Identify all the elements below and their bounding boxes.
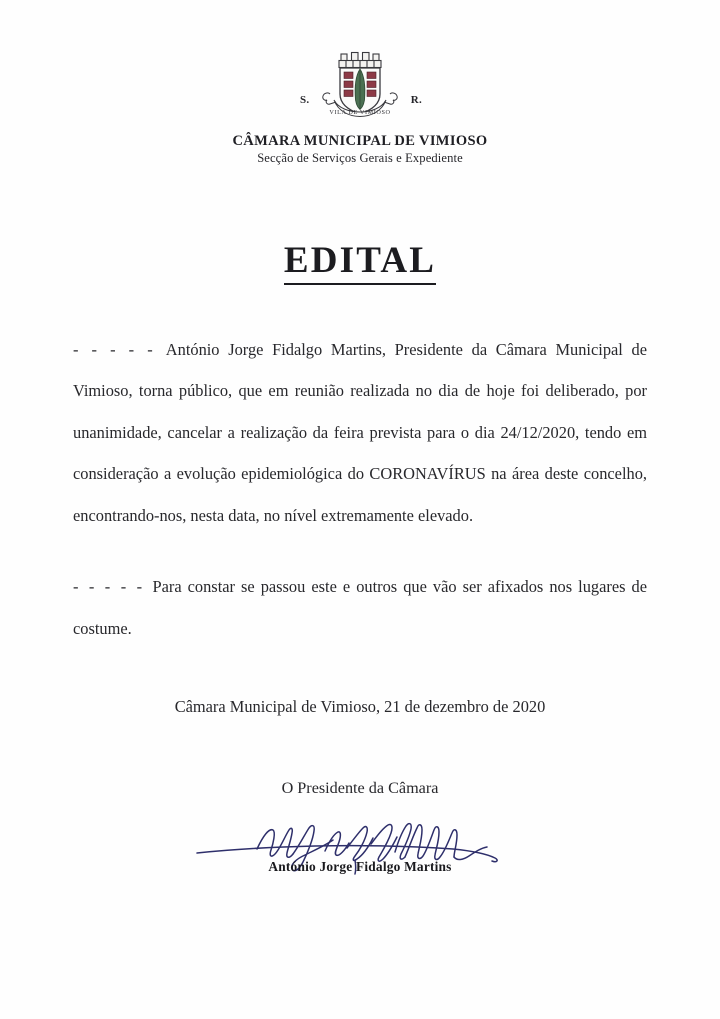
paragraph-text-1: António Jorge Fidalgo Martins, Presidente da Câmara Municipal de Vimioso, torna público, que em reunião realizada no dia de hoje foi deliberado, por unanimidade, cancelar a realização da feira prevista para o dia 24/12/2020, tendo em consideração a evolução epidemiológica do CORONAVÍRUS na área deste concelho, encontrando-nos, nesta data, no nível extremamente elevado. bbox=[73, 339, 648, 525]
department-name: Secção de Serviços Gerais e Expediente bbox=[257, 151, 463, 165]
paragraph-deliberation bbox=[73, 329, 647, 537]
crest-initial-right: R. bbox=[410, 94, 422, 106]
signature-area bbox=[73, 814, 647, 904]
page-title: EDITAL bbox=[284, 242, 436, 285]
paragraph-publication bbox=[73, 566, 647, 649]
document-body bbox=[73, 285, 647, 905]
svg-text:VILA DE VIMIOSO: VILA DE VIMIOSO bbox=[329, 109, 391, 116]
paragraph-dashes-2: - - - - - bbox=[73, 577, 153, 597]
coat-of-arms-icon bbox=[300, 48, 422, 126]
letterhead bbox=[0, 0, 720, 166]
document-title-container bbox=[0, 242, 720, 285]
signatory-name: António Jorge Fidalgo Martins bbox=[268, 859, 452, 875]
organization-name: CÂMARA MUNICIPAL DE VIMIOSO bbox=[232, 133, 488, 149]
crest-initial-left: S. bbox=[300, 94, 310, 106]
signatory-role: O Presidente da Câmara bbox=[281, 779, 439, 798]
paragraph-dashes-1: - - - - - bbox=[73, 339, 166, 359]
paragraph-text-2: Para constar se passou este e outros que vão ser afixados nos lugares de costume. bbox=[73, 577, 647, 638]
date-line: Câmara Municipal de Vimioso, 21 de dezembro de 2020 bbox=[174, 697, 546, 717]
